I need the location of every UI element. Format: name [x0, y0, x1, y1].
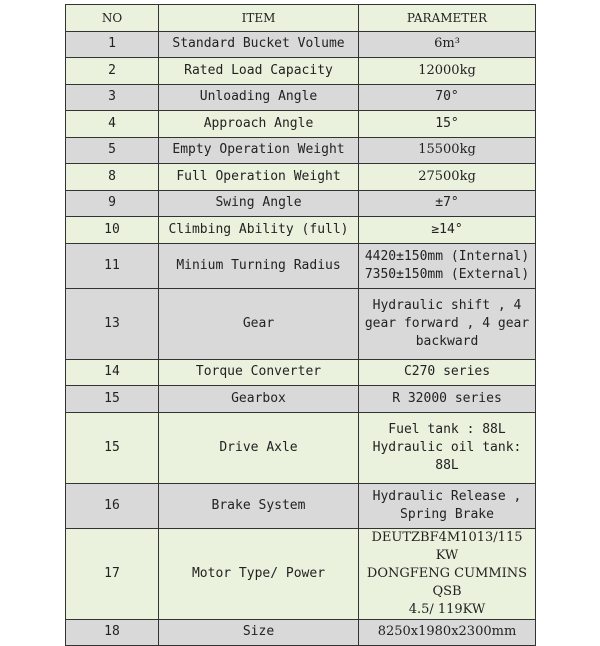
- row-no: 2: [66, 58, 159, 85]
- specification-table: [65, 4, 536, 646]
- row-parameter: ≥14°: [359, 217, 536, 244]
- row-item: Gearbox: [159, 386, 359, 413]
- row-item: Unloading Angle: [159, 84, 359, 111]
- row-no: 17: [66, 528, 159, 619]
- row-parameter: 12000kg: [359, 58, 536, 85]
- table-row: [66, 359, 536, 386]
- row-item: Brake System: [159, 483, 359, 528]
- row-item: Motor Type/ Power: [159, 528, 359, 619]
- header-parameter: PARAMETER: [359, 5, 536, 32]
- row-parameter: Hydraulic shift , 4 gear forward , 4 gear backward: [359, 288, 536, 359]
- row-no: 4: [66, 111, 159, 138]
- row-parameter: 70°: [359, 84, 536, 111]
- row-item: Swing Angle: [159, 190, 359, 217]
- row-parameter: 15°: [359, 111, 536, 138]
- row-item: Size: [159, 619, 359, 646]
- header-no: NO: [66, 5, 159, 32]
- row-item: Rated Load Capacity: [159, 58, 359, 85]
- row-no: 1: [66, 31, 159, 58]
- row-parameter: Fuel tank : 88L Hydraulic oil tank: 88L: [359, 412, 536, 483]
- table-row: [66, 58, 536, 85]
- row-parameter: 27500kg: [359, 164, 536, 191]
- row-parameter: 6m³: [359, 31, 536, 58]
- row-no: 16: [66, 483, 159, 528]
- row-item: Standard Bucket Volume: [159, 31, 359, 58]
- table-row: [66, 217, 536, 244]
- row-parameter: 15500kg: [359, 137, 536, 164]
- row-no: 9: [66, 190, 159, 217]
- row-parameter: Hydraulic Release , Spring Brake: [359, 483, 536, 528]
- row-item: Torque Converter: [159, 359, 359, 386]
- row-no: 10: [66, 217, 159, 244]
- row-item: Climbing Ability (full): [159, 217, 359, 244]
- row-no: 13: [66, 288, 159, 359]
- table-row: [66, 386, 536, 413]
- row-item: Empty Operation Weight: [159, 137, 359, 164]
- row-parameter: R 32000 series: [359, 386, 536, 413]
- row-parameter: ±7°: [359, 190, 536, 217]
- row-no: 11: [66, 243, 159, 288]
- row-parameter: 8250x1980x2300mm: [359, 619, 536, 646]
- table-row: [66, 164, 536, 191]
- row-parameter: C270 series: [359, 359, 536, 386]
- table-row: [66, 111, 536, 138]
- table-row: [66, 483, 536, 528]
- table-row: [66, 190, 536, 217]
- row-item: Gear: [159, 288, 359, 359]
- header-item: ITEM: [159, 5, 359, 32]
- row-no: 5: [66, 137, 159, 164]
- table-row: [66, 137, 536, 164]
- table-header-row: [66, 5, 536, 32]
- row-no: 14: [66, 359, 159, 386]
- row-no: 15: [66, 412, 159, 483]
- row-item: Full Operation Weight: [159, 164, 359, 191]
- row-no: 8: [66, 164, 159, 191]
- row-no: 15: [66, 386, 159, 413]
- table-row: [66, 288, 536, 359]
- row-item: Approach Angle: [159, 111, 359, 138]
- row-parameter: 4420±150mm (Internal) 7350±150mm (External): [359, 243, 536, 288]
- row-item: Minium Turning Radius: [159, 243, 359, 288]
- row-no: 3: [66, 84, 159, 111]
- table-row: [66, 528, 536, 619]
- row-parameter: DEUTZBF4M1013/115 KW DONGFENG CUMMINS QSB 4.5/ 119KW: [359, 528, 536, 619]
- row-no: 18: [66, 619, 159, 646]
- table-row: [66, 243, 536, 288]
- table-row: [66, 84, 536, 111]
- table-row: [66, 31, 536, 58]
- table-row: [66, 619, 536, 646]
- row-item: Drive Axle: [159, 412, 359, 483]
- table-row: [66, 412, 536, 483]
